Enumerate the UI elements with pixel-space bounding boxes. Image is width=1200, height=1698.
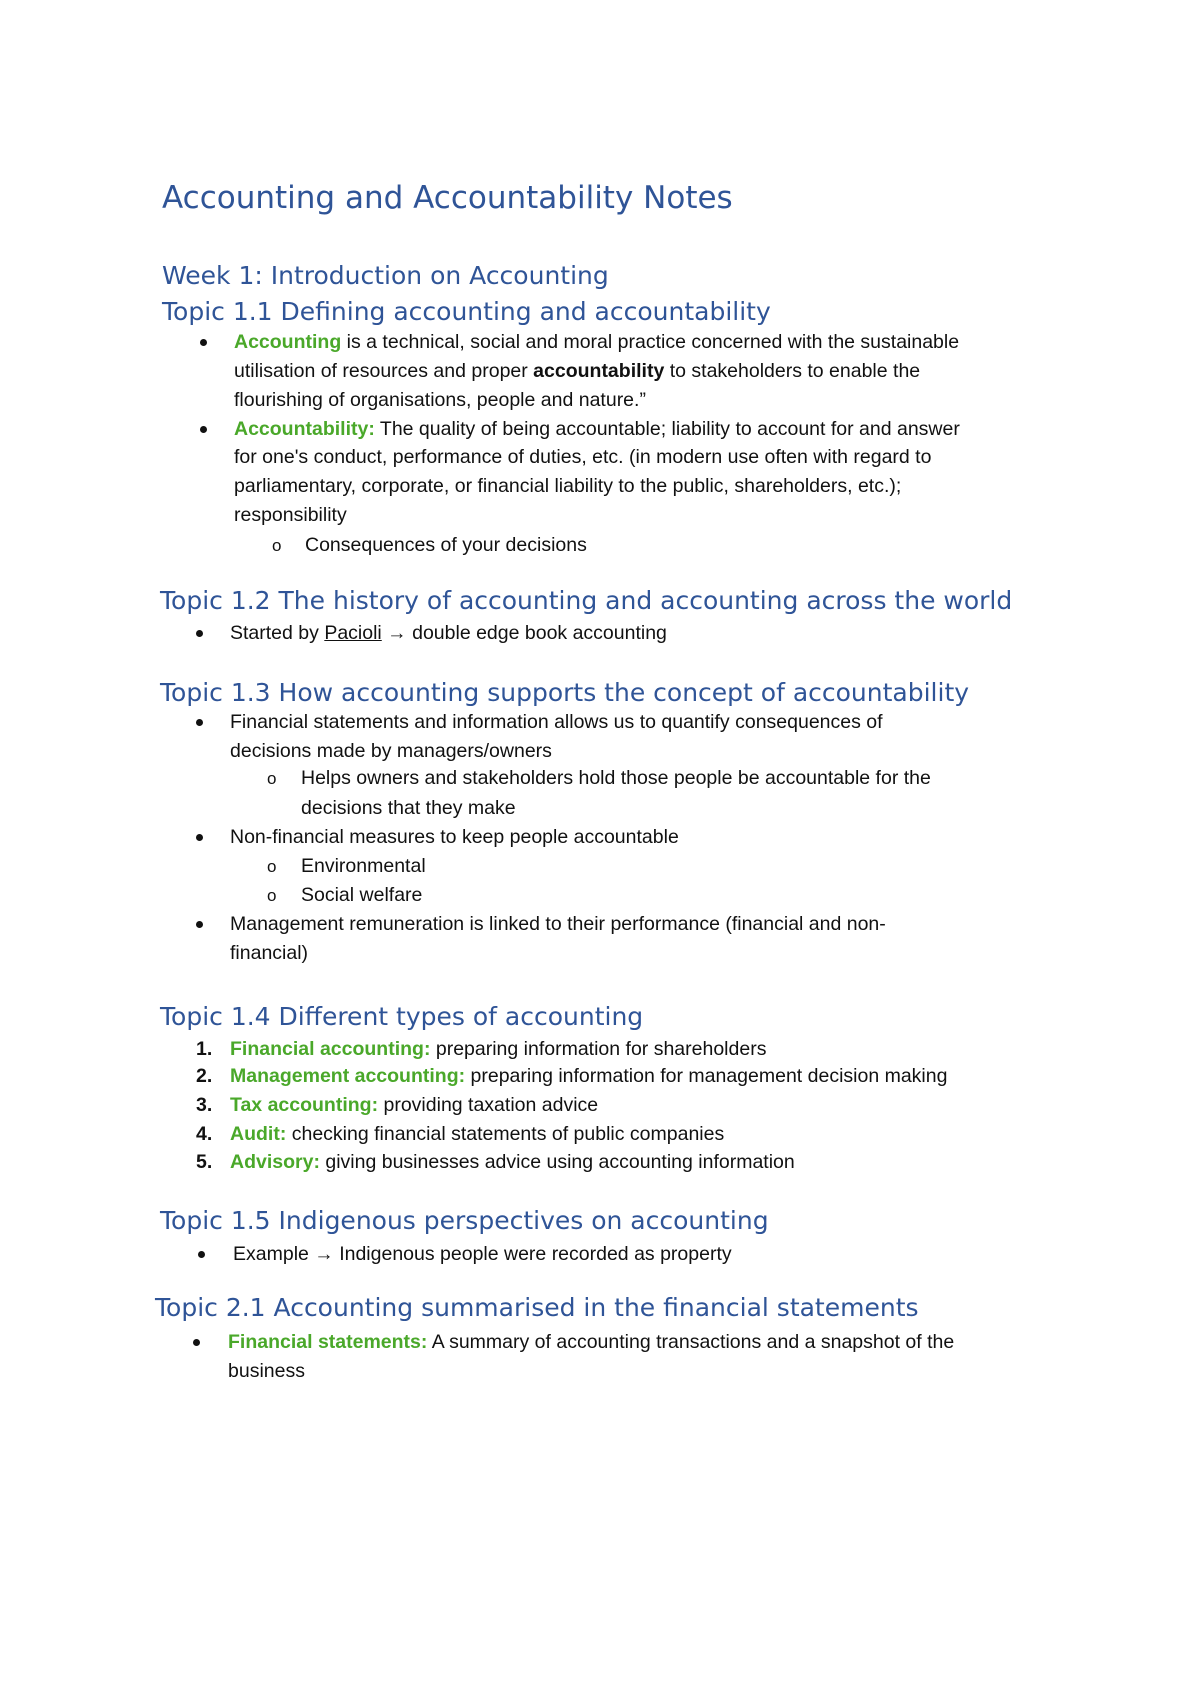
topic-2-1-bullet-1-line-1 [228, 1333, 954, 1353]
text-span: preparing information for shareholders [430, 1038, 767, 1060]
term-audit: Audit: [230, 1123, 287, 1145]
text-span: The quality of being accountable; liability to account for and answer [374, 418, 960, 440]
bold-accountability: accountability [533, 360, 665, 382]
list-item [230, 1125, 724, 1145]
list-number: 3. [196, 1094, 213, 1116]
topic-1-3-sub-bullet-line-1: Helps owners and stakeholders hold those people be accountable for the [301, 767, 931, 789]
topic-1-1-bullet-2-line-4: responsibility [234, 504, 347, 526]
topic-1-1-bullet-1-line-1 [234, 333, 959, 353]
text-span: A summary of accounting transactions and a snapshot of the [427, 1331, 955, 1353]
topic-1-1-bullet-1-line-2 [234, 362, 920, 382]
term-financial-accounting: Financial accounting: [230, 1038, 431, 1060]
week-title: : Introduction on Accounting [254, 261, 609, 290]
term-accountability: Accountability: [234, 418, 375, 440]
bullet-dot [196, 719, 203, 726]
topic-1-3-bullet-3-line-1: Management remuneration is linked to their performance (financial and non- [230, 913, 886, 935]
topic-1-3-sub-bullet-social-welfare: Social welfare [301, 884, 423, 906]
list-item [230, 1096, 598, 1116]
text-span: checking financial statements of public companies [286, 1123, 725, 1145]
bullet-dot [193, 1339, 200, 1346]
text-span: → double edge book accounting [381, 622, 667, 644]
text-span: providing taxation advice [378, 1094, 599, 1116]
bullet-dot [196, 834, 203, 841]
sub-bullet-marker: o [267, 857, 277, 876]
bullet-dot [200, 339, 207, 346]
topic-1-5-heading: Topic 1.5 Indigenous perspectives on accounting [160, 1206, 769, 1235]
topic-1-1-bullet-2-line-3: parliamentary, corporate, or financial liability to the public, shareholders, etc.); [234, 475, 902, 497]
week-label: Week 1 [162, 261, 255, 290]
name-pacioli: Pacioli [324, 622, 382, 644]
topic-1-5-bullet-1: Example → Indigenous people were recorded as property [233, 1243, 732, 1265]
topic-1-3-bullet-1-line-2: decisions made by managers/owners [230, 740, 552, 762]
topic-1-1-bullet-1-line-3: flourishing of organisations, people and nature.” [234, 389, 646, 411]
topic-1-1-sub-bullet: Consequences of your decisions [305, 534, 587, 556]
topic-1-3-sub-bullet-environmental: Environmental [301, 855, 426, 877]
sub-bullet-marker: o [267, 886, 277, 905]
topic-2-1-heading: Topic 2.1 Accounting summarised in the financial statements [155, 1293, 919, 1322]
document-title: Accounting and Accountability Notes [162, 180, 733, 216]
list-item [230, 1067, 947, 1087]
term-tax-accounting: Tax accounting: [230, 1094, 379, 1116]
list-number: 4. [196, 1123, 213, 1145]
bullet-dot [200, 426, 207, 433]
topic-1-1-heading: Topic 1.1 Defining accounting and accountability [162, 297, 771, 326]
sub-bullet-marker: o [267, 769, 277, 788]
list-number: 1. [196, 1038, 213, 1060]
week-heading [162, 261, 609, 290]
topic-1-2-heading: Topic 1.2 The history of accounting and accounting across the world [160, 586, 1013, 615]
topic-1-4-heading: Topic 1.4 Different types of accounting [160, 1002, 644, 1031]
text-span: giving businesses advice using accounting information [319, 1151, 795, 1173]
topic-1-3-bullet-2: Non-financial measures to keep people accountable [230, 826, 679, 848]
bullet-dot [196, 921, 203, 928]
topic-1-3-sub-bullet-line-2: decisions that they make [301, 797, 516, 819]
list-number: 2. [196, 1065, 213, 1087]
topic-1-3-bullet-1-line-1: Financial statements and information allows us to quantify consequences of [230, 711, 883, 733]
term-advisory: Advisory: [230, 1151, 320, 1173]
bullet-dot [198, 1251, 205, 1258]
list-item [230, 1040, 766, 1060]
topic-1-1-bullet-2-line-2: for one's conduct, performance of duties, etc. (in modern use often with regard to [234, 446, 932, 468]
topic-1-1-bullet-2-line-1 [234, 420, 960, 440]
text-span: Started by [230, 622, 325, 644]
bullet-dot [196, 630, 203, 637]
term-management-accounting: Management accounting: [230, 1065, 466, 1087]
topic-1-3-heading: Topic 1.3 How accounting supports the concept of accountability [160, 678, 970, 707]
term-financial-statements: Financial statements: [228, 1331, 428, 1353]
topic-1-2-bullet-1 [230, 624, 667, 644]
term-accounting: Accounting [234, 331, 342, 353]
list-item [230, 1153, 795, 1173]
sub-bullet-marker: o [272, 536, 282, 555]
topic-1-3-bullet-3-line-2: financial) [230, 942, 309, 964]
topic-2-1-bullet-1-line-2: business [228, 1360, 305, 1382]
text-span: utilisation of resources and proper [234, 360, 534, 382]
text-span: is a technical, social and moral practice concerned with the sustainable [341, 331, 960, 353]
text-span: preparing information for management decision making [465, 1065, 948, 1087]
text-span: to stakeholders to enable the [664, 360, 921, 382]
list-number: 5. [196, 1151, 213, 1173]
